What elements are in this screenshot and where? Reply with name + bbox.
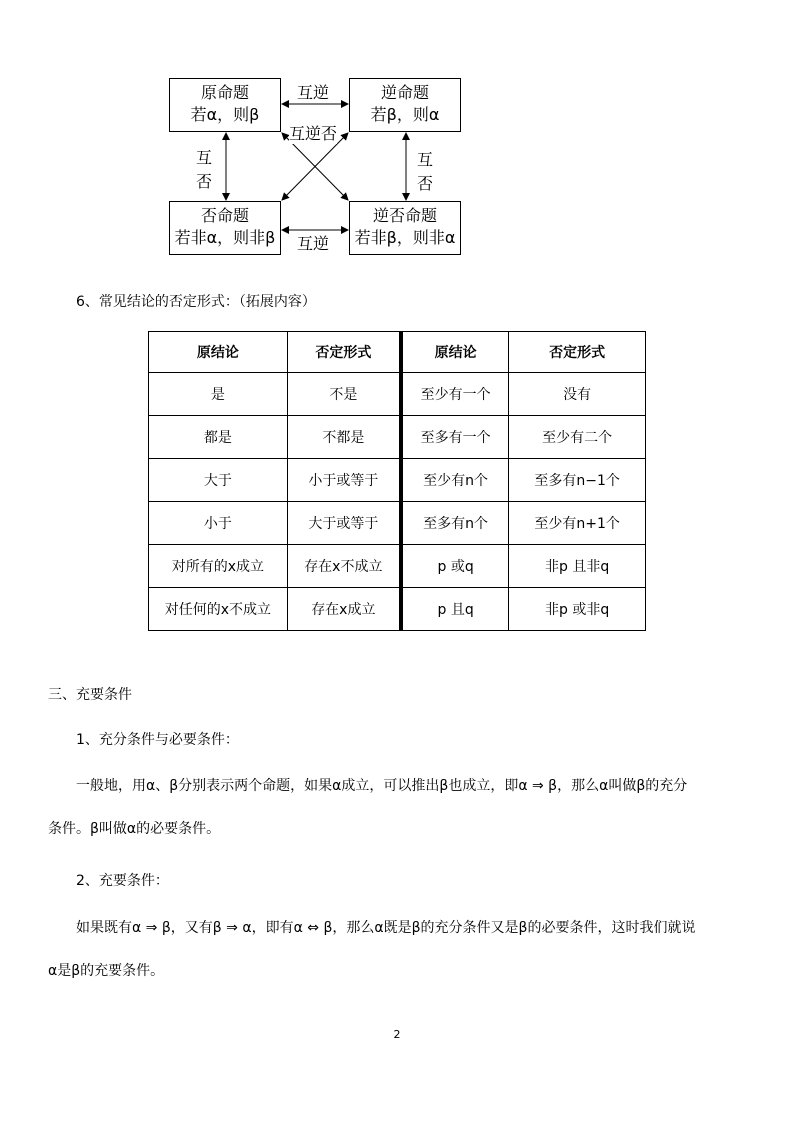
table-cell: 小于 bbox=[149, 502, 288, 545]
table-cell: 非p 且非q bbox=[509, 545, 646, 588]
label-top-converse: 互逆 bbox=[297, 83, 330, 102]
paragraph-1-line-2: 条件。β叫做α的必要条件。 bbox=[48, 821, 221, 837]
table-cell: 小于或等于 bbox=[287, 459, 401, 502]
table-header: 原结论 bbox=[149, 332, 288, 373]
table-cell: 是 bbox=[149, 373, 288, 416]
box-negation-title: 否命题 bbox=[200, 206, 249, 225]
table-row bbox=[149, 502, 646, 545]
table-cell: 存在x不成立 bbox=[287, 545, 401, 588]
table-cell: 都是 bbox=[149, 416, 288, 459]
label-right-negation: 互 否 bbox=[416, 150, 433, 193]
table-row bbox=[149, 545, 646, 588]
table-cell: 大于或等于 bbox=[287, 502, 401, 545]
table-row bbox=[149, 416, 646, 459]
table-header: 原结论 bbox=[401, 332, 509, 373]
subsection-2-title: 2、充要条件： bbox=[76, 873, 169, 889]
table-cell: p 或q bbox=[401, 545, 509, 588]
table-header: 否定形式 bbox=[509, 332, 646, 373]
box-negation-form: 若非α，则非β bbox=[174, 228, 276, 247]
table-cell: 没有 bbox=[509, 373, 646, 416]
table-cell: 对任何的x不成立 bbox=[149, 588, 288, 631]
table-cell: 至少有一个 bbox=[401, 373, 509, 416]
table-cell: 至少有n+1个 bbox=[509, 502, 646, 545]
table-cell: 存在x成立 bbox=[287, 588, 401, 631]
section6-title: 6、常见结论的否定形式：（拓展内容） bbox=[76, 294, 316, 310]
box-inverse-title: 逆命题 bbox=[380, 83, 429, 102]
negation-table bbox=[148, 331, 646, 631]
table-cell: p 且q bbox=[401, 588, 509, 631]
table-cell: 至多有一个 bbox=[401, 416, 509, 459]
table-header: 否定形式 bbox=[287, 332, 401, 373]
table-cell: 至多有n个 bbox=[401, 502, 509, 545]
label-cross: 互逆否 bbox=[289, 124, 338, 143]
box-original-form: 若α，则β bbox=[190, 105, 260, 124]
box-inverse-proposition bbox=[349, 78, 461, 132]
box-contrapositive-proposition bbox=[349, 201, 461, 255]
table-cell: 至少有n个 bbox=[401, 459, 509, 502]
paragraph-2-line-1: 如果既有α ⇒ β，又有β ⇒ α，即有α ⇔ β，那么α既是β的充分条件又是β的必要条件，这时我们就说 bbox=[76, 920, 696, 936]
table-cell: 至少有二个 bbox=[509, 416, 646, 459]
table-cell: 不是 bbox=[287, 373, 401, 416]
page-number: 2 bbox=[393, 1028, 401, 1041]
table-cell: 大于 bbox=[149, 459, 288, 502]
table-header-row bbox=[149, 332, 646, 373]
subsection-1-title: 1、充分条件与必要条件： bbox=[76, 732, 239, 748]
table-cell: 至多有n−1个 bbox=[509, 459, 646, 502]
box-inverse-form: 若β，则α bbox=[370, 105, 440, 124]
paragraph-1-line-1: 一般地，用α、β分别表示两个命题，如果α成立，可以推出β也成立，即α ⇒ β，那么α叫做β的充分 bbox=[76, 778, 688, 794]
box-contrapositive-title: 逆否命题 bbox=[372, 206, 437, 225]
box-original-proposition bbox=[169, 78, 281, 132]
label-left-negation: 互 否 bbox=[195, 148, 212, 191]
table-cell: 非p 或非q bbox=[509, 588, 646, 631]
table-cell: 对所有的x成立 bbox=[149, 545, 288, 588]
box-original-title: 原命题 bbox=[200, 83, 249, 102]
diagram-arrows bbox=[0, 0, 794, 300]
section3-title: 三、充要条件 bbox=[48, 687, 132, 703]
box-contrapositive-form: 若非β，则非α bbox=[354, 228, 456, 247]
table-row bbox=[149, 373, 646, 416]
table-body bbox=[149, 373, 646, 631]
table-row bbox=[149, 459, 646, 502]
table-row bbox=[149, 588, 646, 631]
table-cell: 不都是 bbox=[287, 416, 401, 459]
label-bottom-converse: 互逆 bbox=[297, 234, 330, 253]
paragraph-2-line-2: α是β的充要条件。 bbox=[48, 963, 165, 979]
box-negation-proposition bbox=[169, 201, 281, 255]
